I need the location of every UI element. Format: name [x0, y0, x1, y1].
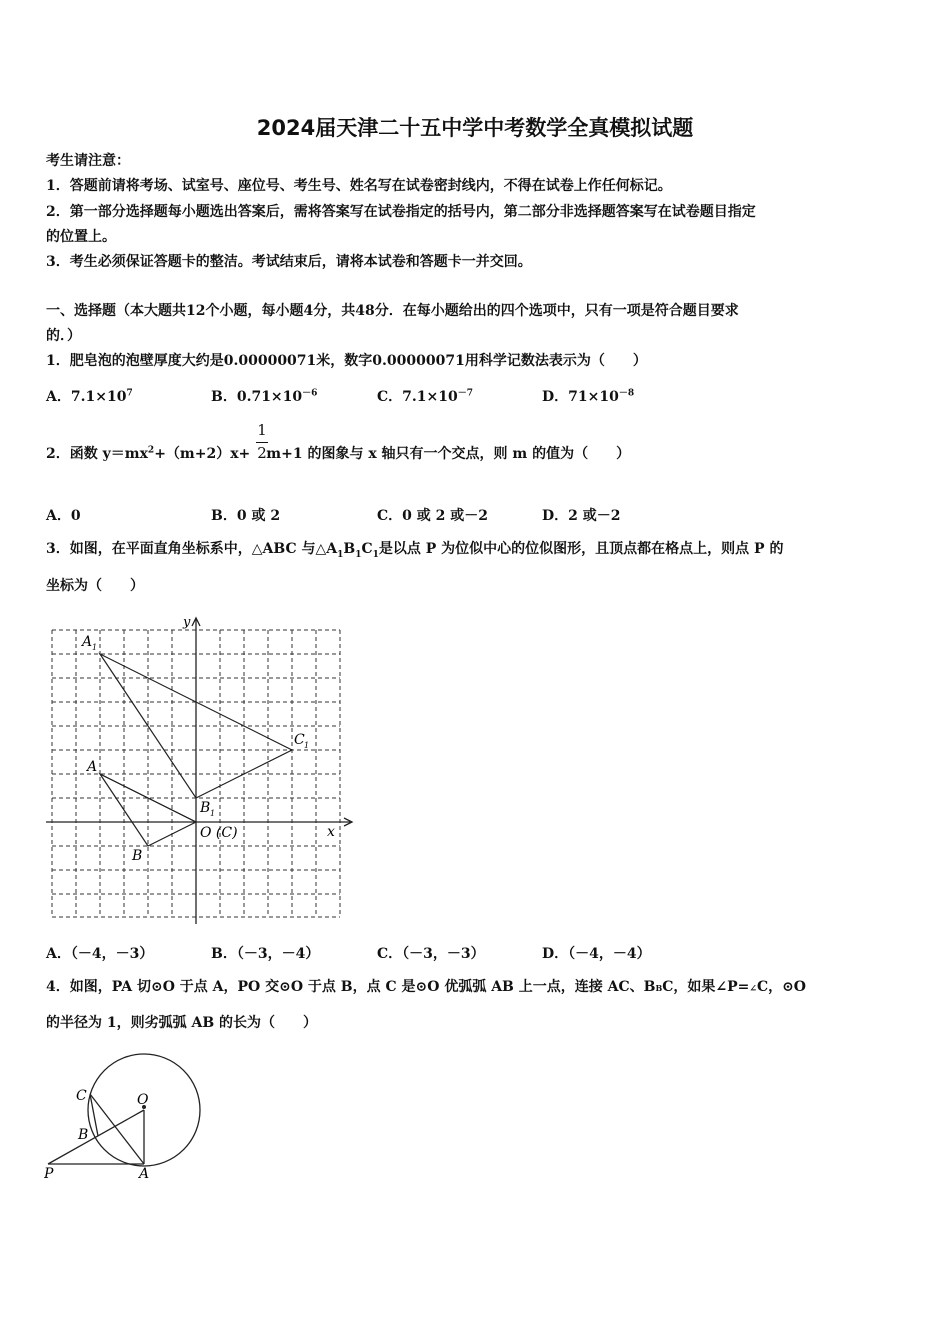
notice-item-2: 2．第一部分选择题每小题选出答案后，需将答案写在试卷指定的括号内，第二部分非选择题答案写在试卷题目指定: [46, 204, 756, 220]
label-p: P: [44, 1166, 54, 1182]
label-c1: C: [294, 732, 305, 748]
label-c: C: [76, 1088, 87, 1104]
label-b: B: [132, 848, 143, 864]
question-4-figure: [44, 1052, 206, 1184]
notice-item-2-cont: 的位置上。: [46, 229, 116, 245]
question-2-stem: 2．函数 $y=mx^2+(m+2)x+ m+1$ 的图象与 x 轴只有一个交点，则 m 的值为（ ）: [46, 445, 631, 462]
question-1-option-d: D．$71\times 10^{-8}$: [542, 388, 635, 405]
notice-item-1: 1．答题前请将考场、试室号、座位号、考生号、姓名写在试卷密封线内，不得在试卷上作任何标记。: [46, 178, 672, 194]
question-1-option-b: B．$0.71\times 10^{-6}$: [211, 388, 318, 405]
question-3-option-b: B．（－3，－4）: [211, 946, 320, 962]
label-a: A: [139, 1166, 150, 1182]
label-b: B: [78, 1127, 89, 1143]
section-heading-cont: 的．）: [46, 328, 81, 344]
question-3-option-a: A．（－4，－3）: [46, 946, 154, 962]
question-2-option-a: A．0: [46, 508, 81, 524]
fraction-denominator: 2: [257, 444, 267, 462]
label-y: y: [183, 615, 191, 630]
label-c1-sub: 1: [304, 741, 310, 750]
question-2-option-b: B．0 或 2: [211, 508, 281, 524]
fraction-numerator: 1: [257, 421, 267, 439]
label-o: O: [137, 1092, 149, 1108]
label-o-c: O (C): [200, 825, 238, 841]
question-3-option-c: C．（－3，－3）: [377, 946, 485, 962]
section-heading: 一、选择题（本大题共12个小题，每小题4分，共48分．在每小题给出的四个选项中，只有一项是符合题目要求: [46, 303, 739, 319]
label-x: x: [327, 824, 335, 840]
notice-heading: 考生请注意：: [46, 153, 130, 169]
label-b1-sub: 1: [210, 809, 216, 818]
question-4-stem: 4．如图，PA 切⊙O 于点 A，PO 交⊙O 于点 B，点 C 是⊙O 优弧弧 AB 上一点，连接 AC、BBC，如果∠P=∠C，⊙O: [46, 979, 807, 995]
label-a1: A: [82, 634, 93, 650]
page-title: 2024届天津二十五中学中考数学全真模拟试题: [256, 116, 694, 140]
fraction-bar: [256, 442, 268, 443]
label-a: A: [87, 759, 98, 775]
question-2-option-c: C．0 或 2 或－2: [377, 508, 488, 524]
label-a1-sub: 1: [92, 643, 98, 652]
question-1-stem: 1．肥皂泡的泡壁厚度大约是0.00000071米，数字0.00000071用科学记数法表示为（ ）: [46, 353, 647, 369]
question-3-stem-cont: 坐标为（ ）: [46, 578, 144, 594]
question-1-option-c: C．$7.1\times 10^{-7}$: [377, 388, 473, 405]
label-b1: B: [200, 800, 211, 816]
question-1-option-a: A．$7.1\times 10^7$: [46, 388, 133, 405]
notice-item-3: 3．考生必须保证答题卡的整洁。考试结束后，请将本试卷和答题卡一并交回。: [46, 254, 532, 270]
question-2-option-d: D．2 或－2: [542, 508, 621, 524]
question-3-option-d: D．（－4，－4）: [542, 946, 651, 962]
circle-and-tangent: [48, 1054, 200, 1166]
question-3-stem: 3．如图，在平面直角坐标系中，△ABC 与$\triangle A_1B_1C_1$是以点 P 为位似中心的位似图形，且顶点都在格点上，则点 P 的: [46, 541, 784, 560]
question-3-figure: [44, 612, 364, 924]
question-4-stem-cont: 的半径为 1，则劣弧弧 AB 的长为（ ）: [46, 1015, 318, 1031]
